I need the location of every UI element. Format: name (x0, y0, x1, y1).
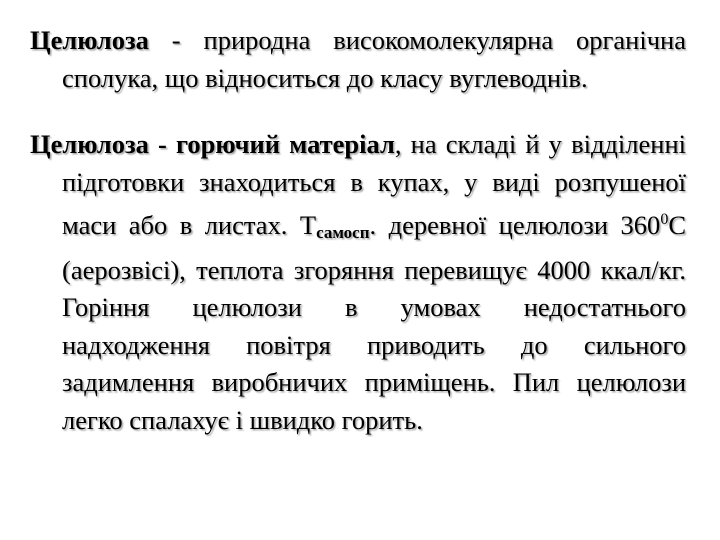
paragraph-cellulose-definition (30, 22, 686, 97)
lead-combustible-material: Целюлоза - горючий матеріал (30, 129, 395, 159)
degree-superscript: 0 (660, 211, 669, 228)
combustion-text: С (аерозвісі), теплота згоряння перевищує 4000 ккал/кг. Горіння целюлози в умовах недостатнього надходження повітря приводить до сильного задимлення виробничих приміщень. Пил целюлози легко спалахує і швидко горить. (62, 210, 686, 435)
paragraph-cellulose-fire-properties (30, 126, 686, 439)
term-cellulose: Целюлоза (30, 25, 149, 55)
definition-text: - природна високомолекулярна органічна сполука, що відноситься до класу вуглеводнів. (62, 25, 686, 93)
temperature-text: . деревної целюлози 360 (369, 210, 661, 240)
autoignition-subscript: самосп (316, 223, 370, 242)
storage-text: , на складі й у відділенні підготовки знаходиться в купах, у виді розпушеної маси або в листах. Т (62, 129, 686, 240)
